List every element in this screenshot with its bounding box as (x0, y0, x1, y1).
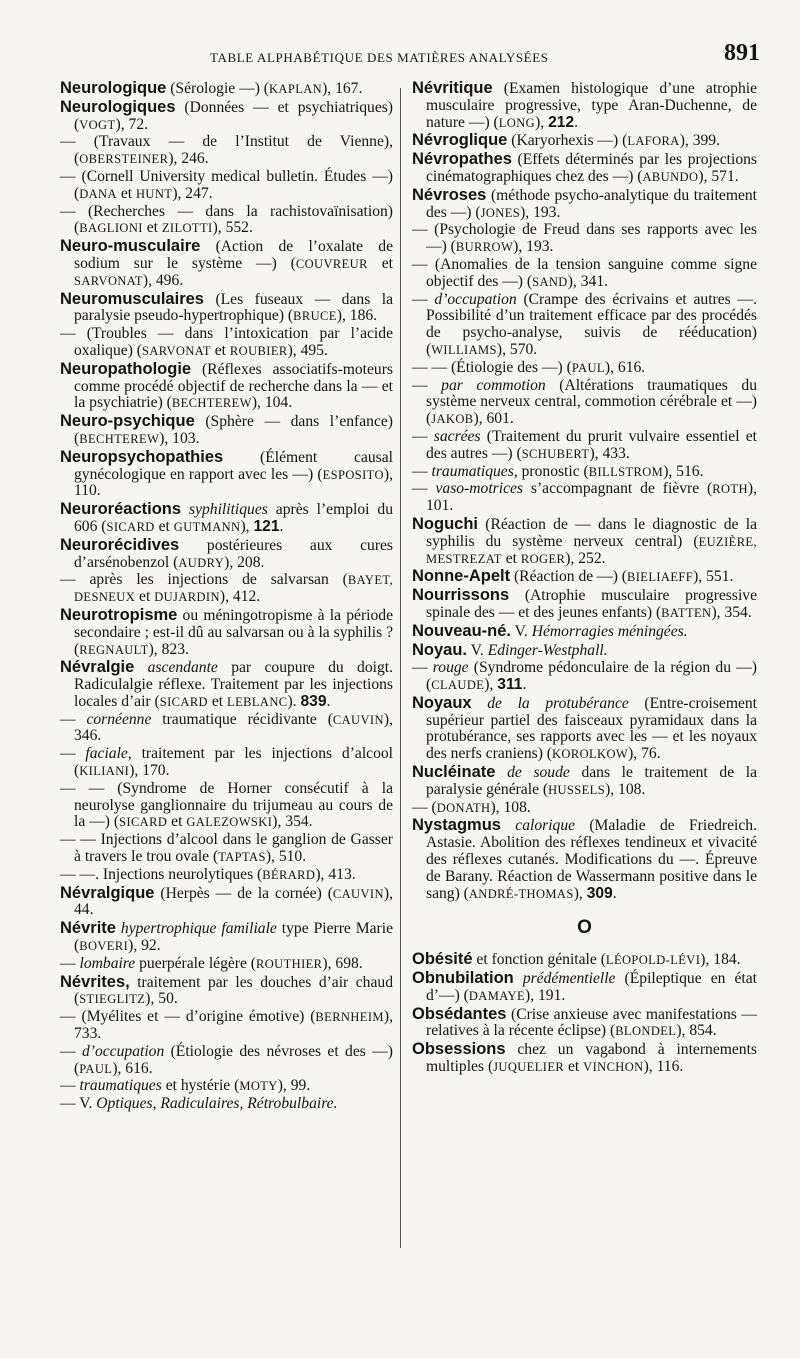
index-entry: — après les injections de salvarsan (BAYET, DESNEUX et DUJARDIN), 412. (60, 571, 393, 606)
author-name: WILLIAMS (431, 342, 497, 357)
index-entry: — traumatiques, pronostic (BILLSTROM), 516. (412, 462, 704, 480)
author-name: SICARD (119, 815, 168, 830)
author-name: EUZIÈRE, MESTREZAT (426, 534, 757, 566)
entries-o-group (412, 951, 757, 1076)
index-entry: — d’occupation (Crampe des écrivains et autres —. Possibilité d’un traitement efficace par des procédés de psycho-analyse, suivis de rééducation) (WILLIAMS), 570. (412, 290, 757, 358)
entry-headword: Noguchi (412, 514, 478, 533)
index-entry: — lombaire puerpérale légère (ROUTHIER), 698. (60, 954, 363, 972)
entry-headword: Nonne-Apelt (412, 567, 511, 586)
index-entry: — — Injections d’alcool dans le ganglion de Gasser à travers le trou ovale (TAPTAS), 510. (60, 831, 393, 866)
author-name: SCHUBERT (521, 446, 590, 461)
author-name: DUJARDIN (154, 590, 220, 605)
index-entry: Névralgie ascendante par coupure du doigt. Radiculalgie réflexe. Traitement par les injections locales d’air (SICARD et LEBLANC). 839. (60, 658, 393, 710)
entry-headword: Névroses (412, 185, 487, 204)
entry-headword: Nucléinate (412, 763, 496, 782)
author-name: ESPOSITO (322, 467, 384, 482)
italic-text: cornéenne (86, 710, 152, 728)
author-name: AUDRY (178, 555, 225, 570)
bold-page-ref: 839 (300, 692, 327, 710)
index-entry: — d’occupation (Étiologie des névroses et des —) (PAUL), 616. (60, 1042, 393, 1077)
entry-headword: Neuroréactions (60, 500, 182, 519)
author-name: ROGER (520, 551, 566, 566)
index-entry: Neuro-psychique (Sphère — dans l’enfance) (BECHTEREW), 103. (60, 412, 393, 447)
index-entry: — (Travaux — de l’Institut de Vienne), (OBERSTEINER), 246. (60, 133, 393, 168)
index-entry: Obnubilation prédémentielle (Épileptique en état d’—) (DAMAYE), 191. (412, 969, 757, 1004)
italic-text: ascendante (147, 659, 218, 677)
index-entry: Névralgique (Herpès — de la cornée) (CAUVIN), 44. (60, 883, 393, 919)
entry-headword: Neurorécidives (60, 535, 180, 554)
bold-page-ref: 309 (586, 884, 613, 902)
index-entry: — faciale, traitement par les injections d’alcool (KILIANI), 170. (60, 745, 394, 780)
italic-text: traumatiques (79, 1077, 162, 1095)
italic-text: d’occupation (434, 290, 517, 308)
italic-text: prédémentielle (522, 970, 616, 988)
italic-text: hypertrophique familiale (120, 920, 277, 938)
index-entry: Neuro-musculaire (Action de l’oxalate de sodium sur le système —) (COUVREUR et SARVONAT), 496. (60, 237, 393, 289)
author-name: GUTMANN (173, 519, 241, 534)
author-name: KILIANI (79, 764, 130, 779)
italic-text: lombaire (79, 954, 136, 972)
index-entry: — rouge (Syndrome pédonculaire de la région du —) (CLAUDE), 311. (412, 659, 757, 694)
index-entry: Nonne-Apelt (Réaction de —) (BIELIAEFF), 551. (412, 567, 734, 586)
entry-headword: Obsédantes (412, 1004, 507, 1023)
index-entry: Neuromusculaires (Les fuseaux — dans la paralysie pseudo-hypertrophique) (BRUCE), 186. (60, 289, 393, 325)
author-name: BECHTEREW (79, 431, 160, 446)
author-name: BECHTEREW (171, 396, 252, 411)
entry-headword: Noyaux (412, 693, 472, 712)
author-name: BRUCE (293, 309, 337, 324)
author-name: BURROW (455, 240, 514, 255)
author-name: BAGLIONI (79, 221, 143, 236)
author-name: OBERSTEINER (79, 152, 169, 167)
index-entry: — vaso-motrices s’accompagnant de fièvre (ROTH), 101. (412, 480, 757, 515)
left-column (60, 80, 393, 1114)
author-name: ROTH (712, 482, 748, 497)
running-head: TABLE ALPHABÉTIQUE DES MATIÈRES ANALYSÉES (210, 50, 549, 65)
index-entry: Névrite hypertrophique familiale type Pierre Marie (BOVERI), 92. (60, 919, 393, 955)
right-column (412, 80, 757, 1077)
author-name: SICARD (106, 519, 155, 534)
italic-text: sacrées (433, 427, 481, 445)
entry-headword: Neuropsychopathies (60, 447, 224, 466)
italic-text: Hémorragies méningées. (531, 622, 688, 640)
index-entry: Neurorécidives postérieures aux cures d’arsénobenzol (AUDRY), 208. (60, 535, 393, 571)
index-entry: Noyau. V. Edinger-Westphall. (412, 640, 608, 659)
entry-headword: Obsessions (412, 1040, 506, 1059)
author-name: HUNT (135, 186, 173, 201)
entry-headword: Nouveau-né. (412, 621, 512, 640)
author-name: LAFORA (627, 134, 680, 149)
index-entry: Nouveau-né. V. Hémorragies méningées. (412, 621, 688, 640)
index-entry: Noguchi (Réaction de — dans le diagnostic de la syphilis du système nerveux central) (EUZIÈRE, MESTREZAT et ROGER), 252. (412, 514, 757, 567)
entry-headword: Neuromusculaires (60, 289, 204, 308)
entry-headword: Neurologiques (60, 97, 176, 116)
author-name: JONES (480, 205, 521, 220)
index-entry: — (Psychologie de Freud dans ses rapports avec les —) (BURROW), 193. (412, 221, 757, 256)
author-name: DANA (79, 186, 117, 201)
entry-headword: Neurotropisme (60, 605, 178, 624)
italic-text: traumatiques (431, 462, 514, 480)
entry-headword: Névralgique (60, 883, 155, 902)
entry-headword: Neuro-musculaire (60, 237, 201, 256)
italic-text: Edinger-Westphall. (487, 641, 608, 659)
entry-headword: Nourrissons (412, 586, 510, 605)
author-name: ABUNDO (642, 169, 699, 184)
index-entry: — — (Syndrome de Horner consécutif à la neurolyse ganglionnaire du trijumeau au cours de la —) (SICARD et GALEZOWSKI), 354. (60, 779, 393, 831)
index-entry: — (Cornell University medical bulletin. Études —) (DANA et HUNT), 247. (60, 167, 393, 202)
author-name: SARVONAT (141, 343, 211, 358)
author-name: BÉRARD (262, 867, 316, 882)
italic-text: vaso-motrices (435, 480, 523, 498)
bold-page-ref: 212 (548, 113, 575, 131)
index-entry: — —. Injections neurolytiques (BÉRARD), 413. (60, 865, 356, 883)
author-name: BLONDEL (615, 1024, 677, 1039)
entry-headword: Névroglique (412, 131, 508, 150)
entry-headword: Névritique (412, 79, 493, 97)
index-entry: Neurologiques (Données — et psychiatriques) (VOGT), 72. (60, 97, 393, 133)
author-name: CAUVIN (332, 712, 384, 727)
entry-headword: Neuropathologie (60, 359, 192, 378)
bold-page-ref: 121 (253, 517, 280, 535)
author-name: LEBLANC (227, 694, 288, 709)
entry-headword: Neuro-psychique (60, 412, 195, 431)
author-name: ANDRÉ-THOMAS (468, 886, 574, 901)
index-entry: Neuropathologie (Réflexes associatifs-moteurs comme procédé objectif de recherche dans la — et la psychiatrie) (BECHTEREW), 104. (60, 359, 393, 412)
author-name: BATTEN (661, 605, 712, 620)
author-name: ZILOTTI (161, 221, 213, 236)
italic-text: syphilitiques (189, 501, 268, 519)
index-entry: — (Troubles — dans l’intoxication par l’acide oxalique) (SARVONAT et ROUBIER), 495. (60, 325, 393, 359)
entry-headword: Névrites, (60, 972, 130, 991)
index-entry: — (Recherches — dans la rachistovaïnisation) (BAGLIONI et ZILOTTI), 552. (60, 202, 393, 237)
author-name: BILLSTROM (588, 464, 664, 479)
italic-text: de la protubérance (487, 694, 629, 712)
author-name: JUQUELIER (493, 1060, 565, 1075)
author-name: VINCHON (583, 1060, 644, 1075)
italic-text: faciale (85, 745, 128, 763)
author-name: BERNHEIM (315, 1010, 384, 1025)
index-entry: Nystagmus calorique (Maladie de Friedreich. Astasie. Abolition des réflexes tendineux et vivacité des réflexes cutanés. Modifications du —. Épreuve de Barany. Réaction de Wassermann positive dans le sang) (ANDRÉ-THOMAS), 309. (412, 816, 757, 902)
author-name: BIELIAEFF (627, 570, 694, 585)
index-entry: Noyaux de la protubérance (Entre-croisement supérieur partiel des faisceaux pyramidaux dans la protubérance, ses rapports avec les — et les noyaux des nerfs craniens) (KOROLKOW), 76. (412, 693, 757, 763)
entry-headword: Obnubilation (412, 969, 514, 988)
author-name: LONG (498, 115, 536, 130)
author-name: TAPTAS (218, 850, 266, 865)
index-entry: Névrites, traitement par les douches d’air chaud (STIEGLITZ), 50. (60, 972, 393, 1008)
italic-text: Optiques, Radiculaires, Rétrobulbaire. (96, 1095, 338, 1113)
index-entry: Névritique (Examen histologique d’une atrophie musculaire progressive, type Aran-Duchenne, de nature —) (LONG), 212. (412, 79, 757, 131)
bold-page-ref: 311 (497, 676, 523, 694)
author-name: VOGT (79, 117, 116, 132)
author-name: DAMAYE (468, 988, 525, 1003)
entry-headword: Noyau. (412, 640, 468, 659)
italic-text: d’occupation (81, 1042, 165, 1060)
italic-text: rouge (432, 659, 469, 677)
index-entry: — traumatiques et hystérie (MOTY), 99. (60, 1077, 311, 1095)
author-name: DONATH (436, 800, 491, 815)
author-name: BOVERI (79, 939, 129, 954)
index-entry: Névroses (méthode psycho-analytique du traitement des —) (JONES), 193. (412, 185, 757, 221)
section-letter: O (577, 917, 592, 939)
index-entry: — par commotion (Altérations traumatiques du système nerveux central, commotion cérébrale et —) (JAKOB), 601. (412, 376, 757, 428)
entry-headword: Névropathes (412, 150, 512, 169)
page-number: 891 (724, 40, 760, 66)
author-name: LÉOPOLD-LÉVI (605, 953, 701, 968)
index-entry: — sacrées (Traitement du prurit vulvaire essentiel et des autres —) (SCHUBERT), 433. (412, 427, 757, 462)
page-header (60, 38, 760, 78)
author-name: ROUBIER (229, 343, 288, 358)
author-name: MOTY (239, 1079, 278, 1094)
index-entry: Obésité et fonction génitale (LÉOPOLD-LÉVI), 184. (412, 950, 741, 969)
author-name: SAND (532, 274, 568, 289)
author-name: CAUVIN (332, 886, 384, 901)
entry-headword: Obésité (412, 950, 473, 969)
column-divider (400, 88, 401, 1248)
index-entry: Neurologique (Sérologie —) (KAPLAN), 167. (60, 79, 363, 97)
index-entry: Nucléinate de soude dans le traitement de la paralysie générale (HUSSELS), 108. (412, 763, 758, 798)
author-name: HUSSELS (548, 782, 606, 797)
index-entry: Neuropsychopathies (Élément causal gynécologique en rapport avec les —) (ESPOSITO), 110. (60, 447, 393, 500)
index-entry: Nourrissons (Atrophie musculaire progressive spinale des — et des jeunes enfants) (BATTEN), 354. (412, 586, 757, 621)
index-entry: Obsédantes (Crise anxieuse avec manifestations — relatives à la récente éclipse) (BLONDEL), 854. (412, 1004, 757, 1040)
italic-text: calorique (515, 817, 576, 835)
italic-text: de soude (507, 764, 570, 782)
index-entry: Obsessions chez un vagabond à internements multiples (JUQUELIER et VINCHON), 116. (412, 1040, 757, 1076)
index-entry: — (DONATH), 108. (412, 798, 531, 816)
author-name: PAUL (571, 360, 605, 375)
entry-headword: Nystagmus (412, 816, 501, 835)
author-name: SARVONAT (74, 273, 143, 288)
author-name: SICARD (159, 694, 208, 709)
index-entry: — cornéenne traumatique récidivante (CAUVIN), 346. (60, 710, 393, 745)
index-entry: — (Anomalies de la tension sanguine comme signe objectif des —) (SAND), 341. (412, 255, 757, 290)
index-entry: Névroglique (Karyorhexis —) (LAFORA), 399. (412, 131, 720, 150)
author-name: KAPLAN (268, 82, 323, 96)
index-entry: Neuroréactions syphilitiques après l’emploi du 606 (SICARD et GUTMANN), 121. (60, 500, 393, 535)
index-entry: — V. Optiques, Radiculaires, Rétrobulbaire. (60, 1095, 338, 1113)
author-name: COUVREUR (295, 256, 368, 271)
author-name: CLAUDE (431, 678, 485, 693)
index-entry: — — (Étiologie des —) (PAUL), 616. (412, 358, 646, 376)
entries-n-group (412, 80, 757, 902)
entry-headword: Neurologique (60, 79, 167, 97)
author-name: BAYET, DESNEUX (74, 573, 393, 605)
italic-text: par commotion (441, 376, 546, 394)
author-name: PAUL (79, 1061, 113, 1076)
author-name: GALEZOWSKI (186, 815, 273, 830)
author-name: STIEGLITZ (79, 992, 146, 1007)
index-entry: Neurotropisme ou méningotropisme à la période secondaire ; est-il dû au salvarsan ou à la syphilis ? (REGNAULT), 823. (60, 605, 393, 658)
index-entry: — (Myélites et — d’origine émotive) (BERNHEIM), 733. (60, 1008, 393, 1043)
entry-headword: Névrite (60, 919, 116, 938)
author-name: JAKOB (431, 412, 474, 427)
entry-headword: Névralgie (60, 658, 135, 677)
index-entry: Névropathes (Effets déterminés par les projections cinématographiques chez des —) (ABUNDO), 571. (412, 150, 757, 185)
author-name: REGNAULT (79, 642, 149, 657)
author-name: ROUTHIER (256, 956, 323, 971)
author-name: KOROLKOW (552, 747, 629, 762)
